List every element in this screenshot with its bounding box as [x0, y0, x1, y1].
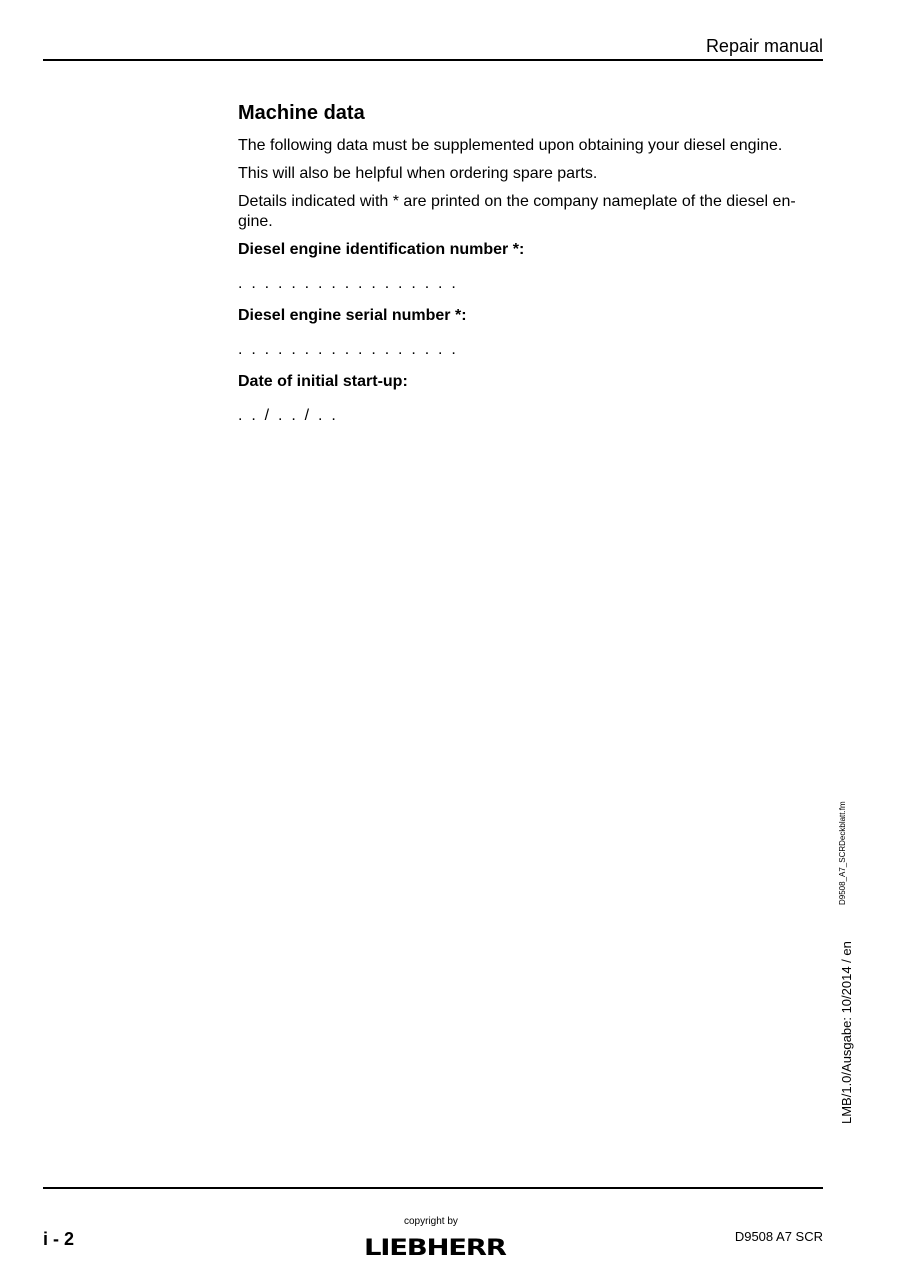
side-filename: D9508_A7_SCRDeckblatt.fm: [838, 801, 847, 905]
field-blank-identification-number: . . . . . . . . . . . . . . . . .: [238, 275, 456, 292]
header-rule: [43, 59, 823, 61]
field-label-start-up-date: Date of initial start-up:: [238, 373, 408, 390]
field-blank-serial-number: . . . . . . . . . . . . . . . . .: [238, 341, 456, 358]
field-blank-start-up-date: . . / . . / . .: [238, 407, 336, 424]
copyright-text: copyright by: [404, 1216, 458, 1227]
model-code: D9508 A7 SCR: [734, 1229, 823, 1244]
paragraph: This will also be helpful when ordering spare parts.: [238, 165, 598, 182]
page-title: Machine data: [238, 102, 365, 124]
machine-data-section: [238, 100, 828, 438]
header-title: Repair manual: [705, 36, 823, 56]
side-edition: LMB/1.0/Ausgabe: 10/2014 / en: [839, 941, 854, 1124]
page-number: i - 2: [43, 1229, 75, 1249]
field-label-serial-number: Diesel engine serial number *:: [238, 307, 467, 324]
paragraph: Details indicated with * are printed on the company nameplate of the diesel en-gine.: [238, 193, 796, 230]
field-label-identification-number: Diesel engine identification number *:: [238, 241, 525, 258]
liebherr-logo: LIEBHERR: [364, 1236, 506, 1261]
paragraph: The following data must be supplemented upon obtaining your diesel engine.: [238, 137, 783, 154]
footer-rule: [43, 1187, 823, 1189]
